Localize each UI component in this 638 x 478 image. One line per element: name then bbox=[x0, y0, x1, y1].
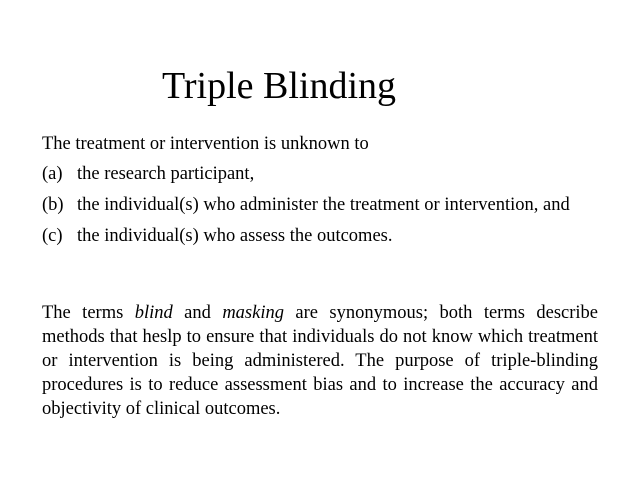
blinding-list bbox=[42, 162, 598, 255]
paragraph-part-1: The terms bbox=[42, 302, 135, 323]
list-text-b: the individual(s) who administer the treatment or intervention, and bbox=[77, 195, 570, 215]
paragraph-part-3: are synonymous; both terms describe methods that heslp to ensure that individuals do not know which treatment or intervention is being administered. The purpose of triple-blinding procedures is to reduce assessment bias and to increase the accuracy and objectivity of clinical outcomes. bbox=[42, 302, 598, 419]
slide-title: Triple Blinding bbox=[162, 65, 397, 107]
list-item-b bbox=[42, 193, 598, 217]
intro-text: The treatment or intervention is unknown to bbox=[42, 134, 369, 154]
term-masking: masking bbox=[222, 302, 284, 323]
list-text-c: the individual(s) who assess the outcomes. bbox=[77, 226, 393, 246]
list-marker-a: (a) bbox=[42, 164, 63, 184]
list-item-c bbox=[42, 224, 598, 248]
list-text-a: the research participant, bbox=[77, 164, 255, 184]
explanation-paragraph bbox=[42, 301, 598, 421]
paragraph-part-2: and bbox=[172, 302, 223, 323]
list-marker-b: (b) bbox=[42, 195, 64, 215]
term-blind: blind bbox=[134, 302, 173, 323]
list-item-a bbox=[42, 162, 598, 186]
list-marker-c: (c) bbox=[42, 226, 63, 246]
